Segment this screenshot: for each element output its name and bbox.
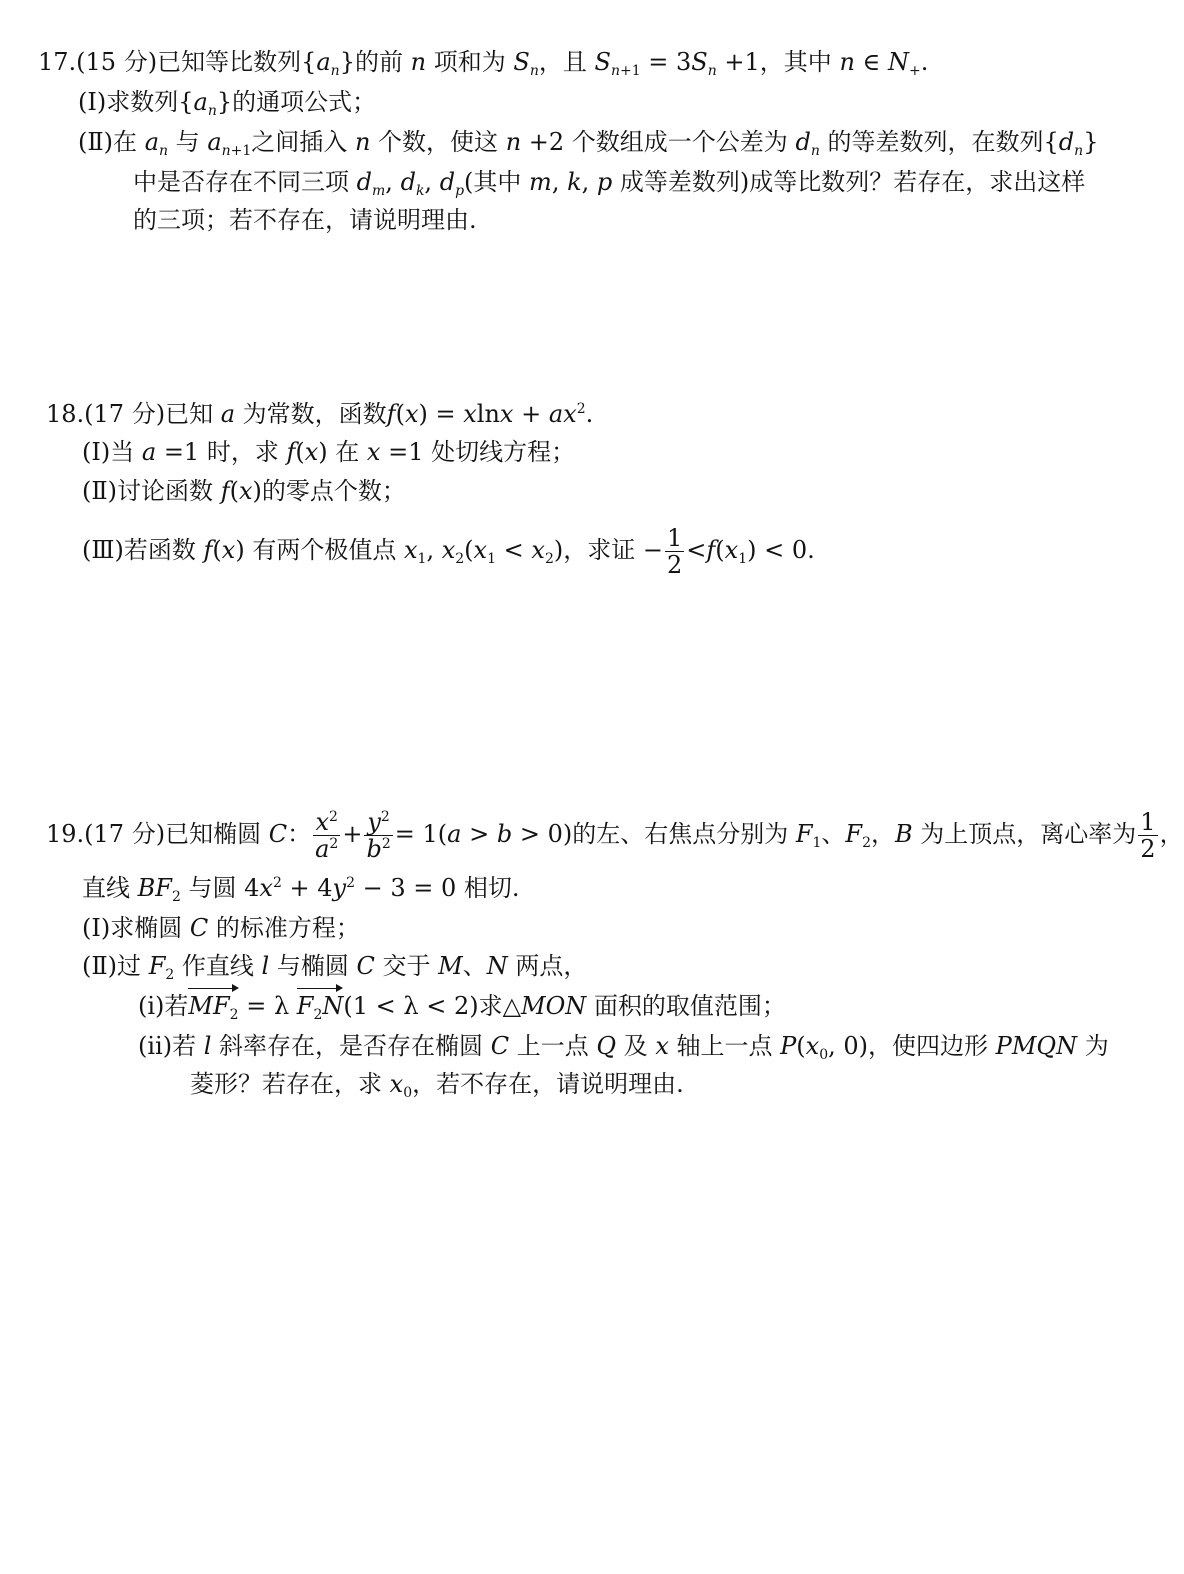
problem-19-sub-2-line-2: 菱形？若存在，求 $x_0$，若不存在，请说明理由. bbox=[190, 1070, 684, 1101]
vector-mf2: $MF_2$ bbox=[188, 992, 239, 1023]
problem-19-sub-1: (ⅰ)若$MF_2 = \lambda$ $F_2N(1 < \lambda < 2)$求△MON 面积的取值范围； bbox=[138, 992, 786, 1023]
problem-18-stem: 18.(17 分)已知 a 为常数，函数$f(x) = xlnx + ax^2$. bbox=[46, 400, 594, 428]
problem-17-stem: 17.(15 分)已知等比数列$\{a_n\}$的前 n 项和为 $S_n$，且 $S_{n+1} = 3S_n +1$，其中 n ∈ $N_+$. bbox=[38, 48, 929, 79]
problem-18-part-2: (Ⅱ)讨论函数 f(x)的零点个数； bbox=[82, 477, 406, 505]
problem-19-part-2: (Ⅱ)过 $F_2$ 作直线 l 与椭圆 C 交于 M、N 两点， bbox=[82, 952, 588, 983]
problem-17-part-2-line-3: 的三项；若不存在，请说明理由. bbox=[133, 206, 477, 234]
problem-18-part-1: (Ⅰ)当 a =1 时，求 f(x) 在 x =1 处切线方程； bbox=[82, 438, 576, 466]
problem-18-part-3: (Ⅲ)若函数 f(x) 有两个极值点 $x_1$, $x_2(x_1 < x_2)$，求证 − $\frac{1}{2}$ $<f(x_1) < 0$. bbox=[82, 524, 815, 579]
ellipse-y-term: $\frac{y^2}{b^2}$ bbox=[366, 808, 391, 863]
problem-18-number: 18. bbox=[46, 400, 85, 428]
problem-17-points: (15 分) bbox=[76, 48, 158, 76]
problem-17-part-2: (Ⅱ)在 $a_n$ 与 $a_{n+1}$之间插入 n 个数，使这 n +2 个数组成一个公差为 $d_n$ 的等差数列，在数列$\{d_n\}$ bbox=[78, 128, 1099, 159]
problem-19-sub-2: (ⅱ)若 l 斜率存在，是否存在椭圆 C 上一点 Q 及 x 轴上一点 $P(x_0$, 0)，使四边形 PMQN 为 bbox=[138, 1032, 1109, 1063]
problem-17-part-1: (Ⅰ)求数列$\{a_n\}$的通项公式； bbox=[78, 88, 377, 119]
problem-19-stem-line-2: 直线 $BF_2$ 与圆 $4x^2 + 4y^2 - 3 = 0$ 相切. bbox=[82, 874, 520, 905]
vector-f2n: $F_2N$ bbox=[296, 992, 344, 1023]
problem-17-part-2-line-2: 中是否存在不同三项 $d_m$, $d_k$, $d_p$(其中 m, k, p 成等差数列)成等比数列？若存在，求出这样 bbox=[133, 168, 1086, 199]
problem-19-part-1: (Ⅰ)求椭圆 C 的标准方程； bbox=[82, 914, 360, 942]
eccentricity-fraction: $\frac{1}{2}$ bbox=[1140, 808, 1156, 863]
problem-18-points: (17 分) bbox=[84, 400, 166, 428]
ellipse-x-term: $\frac{x^2}{a^2}$ bbox=[315, 808, 339, 863]
problem-17-number: 17. bbox=[38, 48, 77, 76]
problem-19-number: 19. bbox=[46, 820, 85, 848]
problem-19-points: (17 分) bbox=[84, 820, 166, 848]
problem-18-fraction: $\frac{1}{2}$ bbox=[666, 524, 683, 579]
problem-19-stem: 19.(17 分)已知椭圆 C： $\frac{x^2}{a^2}$ + $\frac{y^2}{b^2}$ = 1(a > b > 0)的左、右焦点分别为 $F_1$、$F_2$，B 为上顶点，离心率为 $\frac{1}{2}$ ， bbox=[46, 808, 1184, 863]
